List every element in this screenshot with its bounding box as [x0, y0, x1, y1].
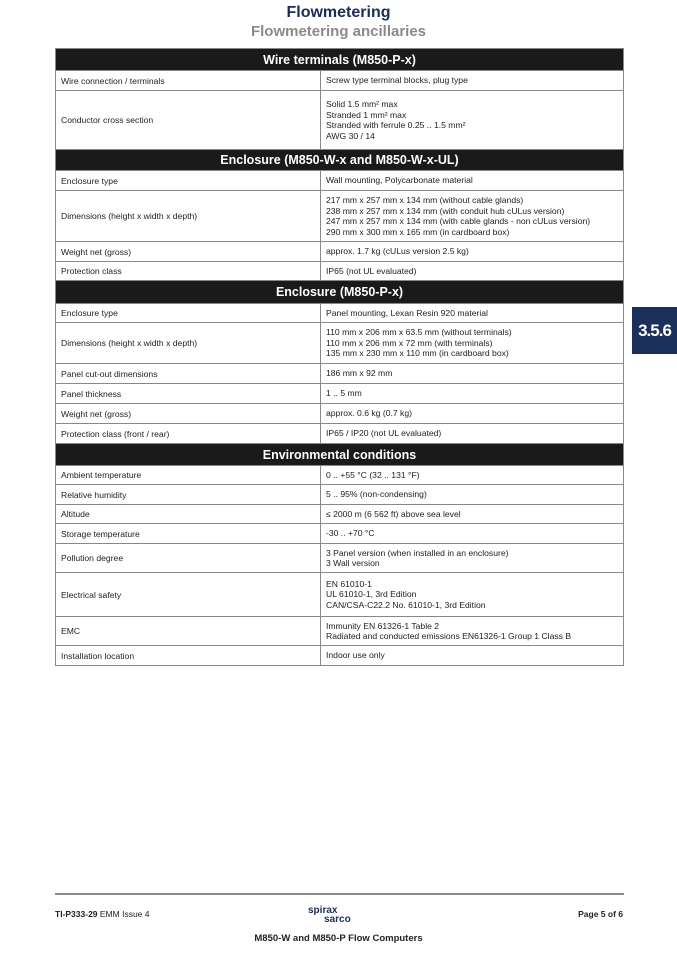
value-line: UL 61010-1, 3rd Edition	[326, 589, 417, 600]
row-label: Storage temperature	[56, 524, 321, 543]
table-row	[56, 524, 623, 544]
row-value	[321, 505, 623, 523]
value-line: AWG 30 / 14	[326, 130, 375, 141]
value-line: Radiated and conducted emissions EN61326-1 Group 1 Class B	[326, 631, 572, 641]
table-row	[56, 573, 623, 617]
row-label: EMC	[56, 617, 321, 645]
doc-id: TI-P333-29	[55, 909, 98, 919]
value-line: 1 .. 5 mm	[326, 388, 362, 399]
logo-top: spirax	[308, 905, 338, 916]
table-row	[56, 617, 623, 646]
table-row	[56, 505, 623, 524]
spec-table	[55, 48, 624, 666]
value-line: 5 .. 95% (non-condensing)	[326, 489, 427, 500]
row-label: Weight net (gross)	[56, 404, 321, 423]
value-line: 3 Panel version (when installed in an enclosure)	[326, 547, 509, 558]
doc-issue: EMM Issue 4	[97, 909, 150, 919]
section-header: Wire terminals (M850-P-x)	[56, 49, 623, 71]
logo-bottom: sarco	[324, 914, 351, 925]
product-name: M850-W and M850-P Flow Computers	[254, 933, 423, 944]
row-value	[321, 304, 623, 322]
row-value	[321, 242, 623, 261]
row-value	[321, 171, 623, 190]
row-label: Pollution degree	[56, 544, 321, 572]
value-line: 217 mm x 257 mm x 134 mm (without cable glands)	[326, 195, 524, 205]
row-label: Electrical safety	[56, 573, 321, 616]
row-value	[321, 384, 623, 403]
row-label: Relative humidity	[56, 485, 321, 504]
page-number: Page 5 of 6	[578, 909, 623, 919]
footer-divider	[55, 893, 624, 895]
row-value	[321, 404, 623, 423]
row-label: Enclosure type	[56, 304, 321, 322]
table-row	[56, 424, 623, 444]
row-label: Conductor cross section	[56, 91, 321, 149]
row-label: Protection class	[56, 262, 321, 280]
row-label: Enclosure type	[56, 171, 321, 190]
row-value	[321, 364, 623, 383]
row-value	[321, 323, 623, 363]
row-value	[321, 71, 623, 90]
value-line: approx. 0.6 kg (0.7 kg)	[326, 408, 412, 419]
value-line: 110 mm x 206 mm x 72 mm (with terminals)	[326, 337, 493, 348]
table-row	[56, 646, 623, 666]
row-label: Dimensions (height x width x depth)	[56, 323, 321, 363]
value-line: 110 mm x 206 mm x 63.5 mm (without terminals)	[326, 327, 512, 338]
section-header: Enclosure (M850-P-x)	[56, 281, 623, 304]
value-line: Immunity EN 61326-1 Table 2	[326, 620, 440, 631]
row-value	[321, 617, 623, 645]
value-line: 186 mm x 92 mm	[326, 368, 393, 379]
row-label: Ambient temperature	[56, 466, 321, 484]
row-value	[321, 485, 623, 504]
value-line: Indoor use only	[326, 650, 385, 661]
row-value	[321, 91, 623, 149]
row-value	[321, 424, 623, 443]
row-label: Weight net (gross)	[56, 242, 321, 261]
row-value	[321, 191, 623, 241]
table-row	[56, 364, 623, 384]
row-value	[321, 573, 623, 616]
page-subtitle: Flowmetering ancillaries	[250, 23, 427, 40]
value-line: ≤ 2000 m (6 562 ft) above sea level	[326, 508, 461, 519]
table-row	[56, 544, 623, 573]
table-row	[56, 262, 623, 281]
page-title: Flowmetering	[286, 4, 391, 21]
table-row	[56, 404, 623, 424]
value-line: 135 mm x 230 mm x 110 mm (in cardboard box)	[326, 348, 509, 359]
value-line: IP65 / IP20 (not UL evaluated)	[326, 428, 442, 439]
value-line: 0 .. +55 °C (32 .. 131 °F)	[326, 469, 420, 480]
row-value	[321, 524, 623, 543]
table-row	[56, 384, 623, 404]
value-line: Stranded with ferrule 0.25 .. 1.5 mm²	[326, 120, 466, 130]
value-line: 247 mm x 257 mm x 134 mm (with cable glands - non cULus version)	[326, 216, 591, 226]
table-row	[56, 71, 623, 91]
value-line: 3 Wall version	[326, 558, 380, 568]
doc-reference	[55, 909, 150, 919]
row-label: Panel cut-out dimensions	[56, 364, 321, 383]
table-row	[56, 485, 623, 505]
value-line: approx. 1.7 kg (cULus version 2.5 kg)	[326, 246, 469, 257]
table-row	[56, 323, 623, 364]
value-line: Wall mounting, Polycarbonate material	[326, 175, 473, 186]
row-label: Wire connection / terminals	[56, 71, 321, 90]
row-label: Altitude	[56, 505, 321, 523]
section-header: Environmental conditions	[56, 444, 623, 466]
spirax-sarco-logo	[308, 906, 351, 924]
value-line: Screw type terminal blocks, plug type	[326, 75, 468, 86]
table-row	[56, 242, 623, 262]
table-row	[56, 304, 623, 323]
row-label: Dimensions (height x width x depth)	[56, 191, 321, 241]
value-line: IP65 (not UL evaluated)	[326, 265, 417, 276]
table-row	[56, 191, 623, 242]
table-row	[56, 466, 623, 485]
value-line: 290 mm x 300 mm x 165 mm (in cardboard box)	[326, 226, 510, 237]
value-line: 238 mm x 257 mm x 134 mm (with conduit hub cULus version)	[326, 205, 565, 216]
row-value	[321, 262, 623, 280]
row-value	[321, 466, 623, 484]
value-line: Solid 1.5 mm² max	[326, 99, 398, 109]
value-line: -30 .. +70 °C	[326, 528, 375, 539]
value-line: Stranded 1 mm² max	[326, 109, 407, 120]
table-row	[56, 171, 623, 191]
section-tab: 3.5.6	[632, 307, 677, 354]
row-value	[321, 646, 623, 665]
value-line: EN 61010-1	[326, 578, 372, 589]
section-header: Enclosure (M850-W-x and M850-W-x-UL)	[56, 150, 623, 171]
row-label: Protection class (front / rear)	[56, 424, 321, 443]
table-row	[56, 91, 623, 150]
row-label: Panel thickness	[56, 384, 321, 403]
value-line: CAN/CSA-C22.2 No. 61010-1, 3rd Edition	[326, 599, 486, 610]
row-label: Installation location	[56, 646, 321, 665]
row-value	[321, 544, 623, 572]
value-line: Panel mounting, Lexan Resin 920 material	[326, 307, 488, 318]
